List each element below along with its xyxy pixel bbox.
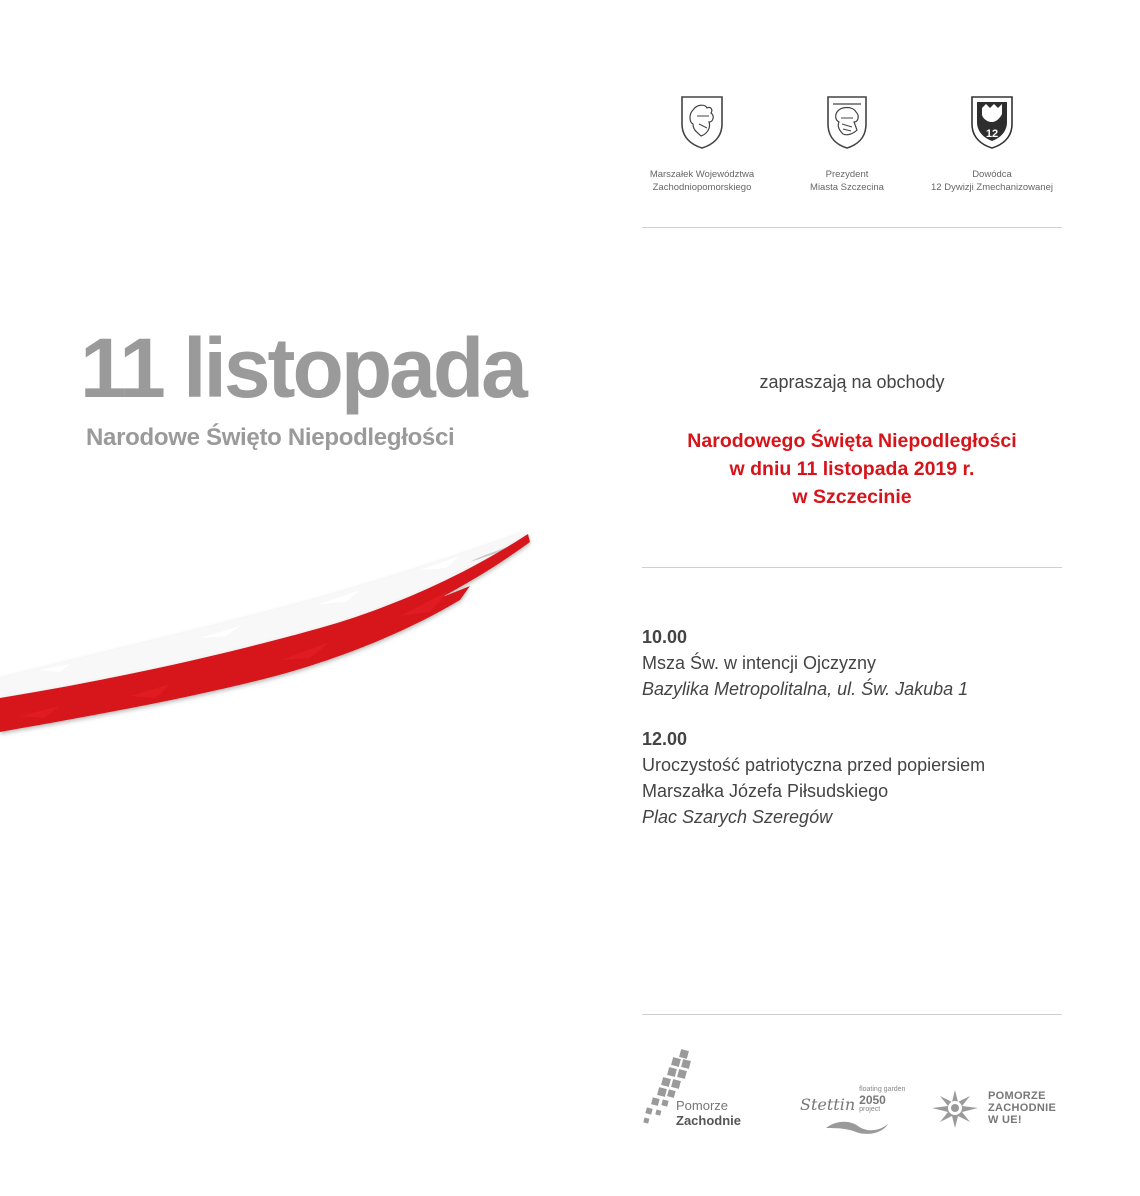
water-wave-icon: [822, 1116, 892, 1136]
stettin-wordmark: Stettin: [800, 1095, 856, 1114]
crest-caption: [902, 168, 1082, 194]
program-time: 10.00: [642, 627, 688, 647]
event-title-line: w dniu 11 listopada 2019 r.: [729, 458, 975, 480]
griffin-crest-icon: [679, 94, 725, 150]
ue-line3: W UE!: [988, 1114, 1022, 1126]
pomorze-line1: Pomorze: [676, 1098, 729, 1113]
divider-middle: [642, 567, 1062, 568]
ue-wordmark: [988, 1090, 1056, 1126]
program-name: Marszałka Józefa Piłsudskiego: [642, 781, 889, 801]
ue-line1: POMORZE: [988, 1090, 1046, 1102]
griffin-head-crest-icon: [825, 94, 869, 150]
program-list: [642, 624, 1102, 854]
crest-caption-line: Miasta Szczecina: [810, 182, 884, 193]
polish-flag-brushstroke: [0, 520, 540, 750]
crest-commander: [902, 94, 1082, 194]
divider-bottom: [642, 1014, 1062, 1015]
division-badge-number: 12: [985, 128, 999, 140]
crest-caption-line: Zachodniopomorskiego: [652, 182, 752, 193]
event-title-line: Narodowego Święta Niepodległości: [687, 430, 1017, 452]
pomorze-zachodnie-logo: [642, 1048, 742, 1128]
program-item: [642, 726, 1102, 830]
crest-caption-line: Marszałek Województwa: [649, 169, 755, 180]
stettin-tagline-bottom: project: [859, 1106, 881, 1113]
program-time: 12.00: [642, 729, 688, 749]
program-place: Plac Szarych Szeregów: [642, 807, 833, 827]
program-name: Uroczystość patriotyczna przed popiersiem: [642, 755, 986, 775]
division-12-crest-icon: [969, 94, 1015, 150]
event-title: [642, 427, 1062, 511]
date-heading: 11 listopada: [80, 321, 525, 415]
pomorze-ue-logo: [928, 1086, 1056, 1130]
crest-caption-line: Dowódca: [972, 169, 1012, 180]
program-item: [642, 624, 1102, 702]
pomorze-line2: Zachodnie: [676, 1113, 742, 1128]
program-place: Bazylika Metropolitalna, ul. Św. Jakuba 1: [642, 679, 969, 699]
stettin-tagline-top: floating garden: [859, 1086, 906, 1093]
program-name: Msza Św. w intencji Ojczyzny: [642, 653, 877, 673]
stettin-year: 2050: [859, 1093, 886, 1107]
invitation-intro: zapraszają na obchody: [759, 372, 945, 392]
event-title-line: w Szczecinie: [792, 486, 912, 508]
stettin-logo: [800, 1086, 905, 1136]
crest-caption-line: 12 Dywizji Zmechanizowanej: [931, 182, 1053, 193]
ue-line2: ZACHODNIE: [988, 1102, 1057, 1114]
divider-top: [642, 227, 1062, 228]
star-burst-icon: [928, 1086, 982, 1130]
crest-caption-line: Prezydent: [825, 169, 869, 180]
holiday-subtitle: Narodowe Święto Niepodległości: [86, 424, 455, 451]
pomorze-wordmark: [676, 1098, 741, 1128]
